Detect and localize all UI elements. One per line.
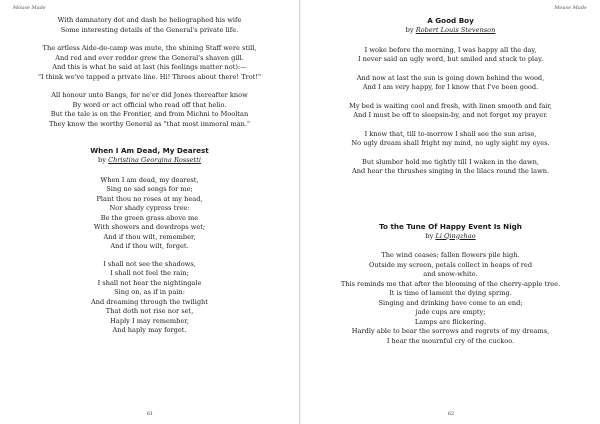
verse-line: With showers and dewdrops wet; [93, 223, 206, 231]
verse-line: And this is what he said at last (his feelings matter not):— [52, 63, 247, 71]
verse-line: "I think we've tapped a private line. Hi! Threes about there! Trot!" [37, 72, 262, 81]
verse-line: I shall not hear the nightingale [97, 278, 202, 287]
verse-line: The artless Aide-de-camp was mute, the shining Staff were still, [42, 44, 257, 52]
verse-line: This reminds me that after the blooming of the cherry-apple tree. [340, 279, 561, 288]
verse-line: And red and ever redder grew the General's shaven gill. [55, 53, 244, 62]
poem-block [0, 146, 299, 336]
verse-line: No ugly dream shall fright my mind, no ugly sight my eyes. [351, 139, 550, 147]
verse-line: I know that, till to-morrow I shall see the sun arise, [364, 129, 537, 138]
verse-line: I shall not feel the rain; [110, 269, 189, 277]
verse-line: I never said an ugly word, but smiled and stuck to play. [357, 55, 544, 63]
stanza [301, 46, 600, 65]
stanza [301, 158, 600, 177]
poem-block [301, 16, 600, 177]
poem-title: To the Tune Of Happy Event Is Nigh [379, 221, 522, 231]
verse-line: Some interesting details of the General's private life. [60, 25, 239, 34]
verse-line: Sing on, as if in pain: [114, 288, 185, 296]
verse-line: And I am very happy, for I know that I've been good. [362, 83, 539, 91]
verse-line: But slumber hold me tightly till I waken in the dawn, [362, 157, 539, 166]
poem-body [301, 46, 600, 177]
running-head: Mouse Made [13, 5, 46, 11]
verse-line: jade cups are empty; [415, 308, 486, 316]
poem-block [301, 222, 600, 347]
verse-line: With damnatory dot and dash he heliographed his wife [57, 16, 242, 24]
verse-line: I hear the mournful cry of the cuckoo. [386, 336, 515, 345]
page-number: 62 [447, 411, 455, 417]
poem-author-link[interactable]: Robert Louis Stevenson [415, 26, 496, 34]
stanza [0, 91, 299, 129]
verse-line: But the tale is on the Frontier, and from Michni to Mooltan [50, 110, 249, 118]
poem-byline: by Robert Louis Stevenson [405, 26, 496, 34]
verse-line: And haply may forget. [112, 326, 187, 334]
verse-line: When I am dead, my dearest, [100, 175, 199, 184]
verse-line: and snow-white. [423, 270, 478, 278]
verse-line: That doth not rise nor set, [105, 307, 194, 315]
left-page-content [0, 16, 299, 344]
poem-byline: by Christina Georgina Rossetti [98, 156, 201, 164]
verse-line: And I must be off to sleepsin-by, and not forget my prayer. [353, 111, 548, 119]
stanza [0, 260, 299, 336]
verse-line: It is time of lament the dying spring. [389, 289, 512, 297]
stanza [0, 16, 299, 35]
verse-line: They know the worthy General as "that most immoral man." [48, 119, 251, 128]
intro-verse [0, 16, 299, 129]
verse-line: And now at last the sun is going down behind the wood, [356, 73, 545, 82]
verse-line: Singing and drinking have come to an end; [378, 298, 523, 307]
stanza [0, 176, 299, 252]
running-head: Mouse Made [554, 5, 587, 11]
poem-author-link[interactable]: Li Qingzhao [435, 231, 476, 240]
verse-line: My bed is waiting cool and fresh, with linen smooth and fair, [349, 101, 552, 110]
verse-line: Sing no sad songs for me; [106, 185, 193, 193]
poem-byline: by Li Qingzhao [425, 231, 476, 240]
right-page-content [301, 16, 600, 346]
verse-line: All honour unto Bangs, for ne'er did Jones thereafter know [51, 91, 248, 99]
poem-author-link[interactable]: Christina Georgina Rossetti [108, 156, 201, 164]
verse-line: Outside my screen, petals collect in heaps of red [368, 260, 533, 269]
right-page [300, 0, 600, 424]
verse-line: And if thou wilt, remember, [103, 232, 196, 241]
verse-line: I shall not see the shadows, [103, 259, 196, 268]
verse-line: By word or act official who read off that helio. [72, 100, 227, 109]
verse-line: Hardly able to bear the sorrows and regrets of my dreams, [351, 327, 550, 335]
verse-line: Nor shady cypress tree: [109, 204, 190, 212]
verse-line: And hear the thrushes singing in the lilacs round the lawn. [351, 167, 550, 175]
verse-line: Plant thou no roses at my head, [96, 194, 203, 203]
poem-title: A Good Boy [427, 16, 474, 25]
stanza [301, 74, 600, 93]
verse-line: The wind ceases; fallen flowers pile high. [381, 251, 520, 259]
verse-line: And if thou wilt, forget. [110, 242, 189, 250]
stanza [301, 102, 600, 121]
page-number: 61 [146, 411, 154, 417]
verse-line: I woke before the morning, I was happy all the day, [364, 45, 537, 54]
verse-line: Be the green grass above me [100, 213, 199, 222]
verse-line: And dreaming through the twilight [91, 297, 208, 306]
verse-line: Haply I may remember, [110, 316, 189, 325]
poem-body [301, 251, 600, 346]
stanza [0, 44, 299, 82]
verse-line: Lamps are flickering. [414, 317, 487, 326]
poem-body [0, 176, 299, 336]
poem-title: When I Am Dead, My Dearest [90, 146, 209, 155]
stanza [301, 130, 600, 149]
